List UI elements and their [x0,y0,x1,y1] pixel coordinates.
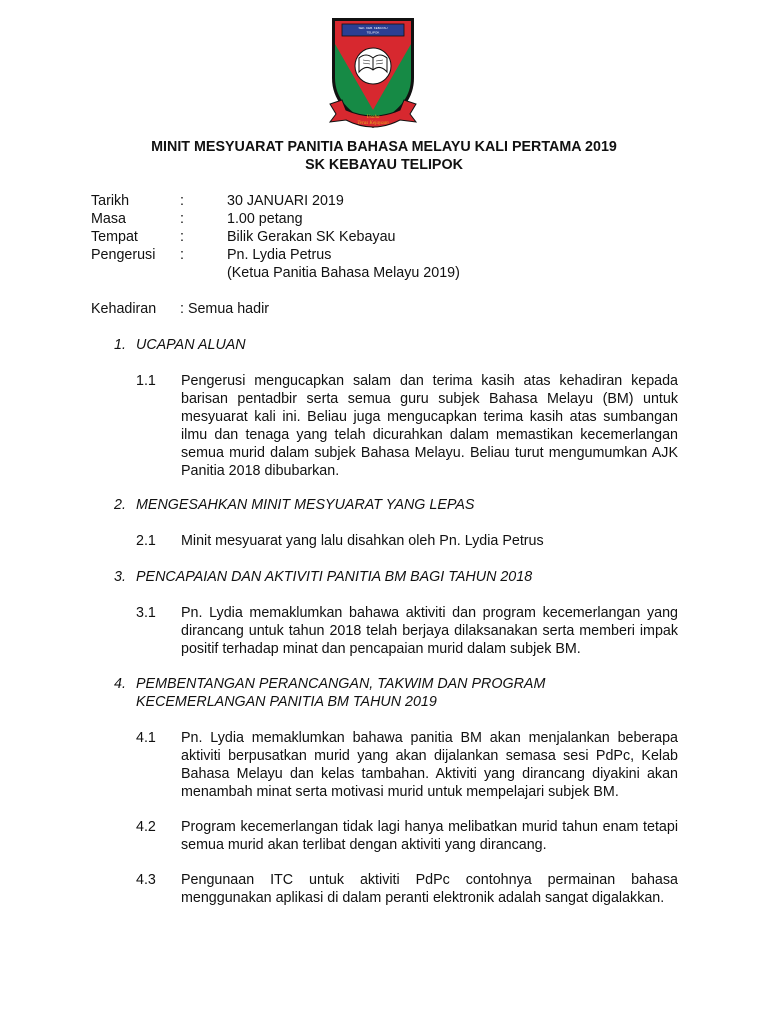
kehadiran-label: Kehadiran [91,301,157,317]
item-text: Pengunaan ITC untuk aktiviti PdPc contohnya permainan bahasa menggunakan aplikasi di dalam peranti elektronik adalah sangat digalakkan. [181,872,678,906]
info-value-masa: 1.00 petang [227,211,303,227]
item-text: Program kecemerlangan tidak lagi hanya melibatkan murid tahun enam tetapi semua murid akan terlibat dengan aktiviti yang dirancang. [181,819,678,853]
section-number: 1. [114,337,126,353]
svg-text:Teras Kejayaan: Teras Kejayaan [357,121,389,126]
section-heading-line2: KECEMERLANGAN PANITIA BM TAHUN 2019 [136,694,437,710]
section-number: 3. [114,569,126,585]
item-number: 2.1 [136,533,156,549]
info-colon: : [180,193,184,209]
section-number: 2. [114,497,126,513]
item-number: 4.2 [136,819,156,835]
item-number: 4.3 [136,872,156,888]
svg-text:Usaha: Usaha [366,115,380,120]
info-value-pengerusi: Pn. Lydia Petrus [227,247,332,263]
info-colon: : [180,229,184,245]
info-label-tarikh: Tarikh [91,193,130,209]
item-number: 4.1 [136,730,156,746]
info-label-pengerusi: Pengerusi [91,247,156,263]
item-number: 3.1 [136,605,156,621]
item-text: Pn. Lydia memaklumkan bahawa aktiviti dan program kecemerlangan yang dirancang untuk tahun 2018 telah berjaya dilaksanakan serta memberi impak positif terhadap minat dan pencapaian murid dalam subjek BM. [181,605,678,657]
section-heading: PENCAPAIAN DAN AKTIVITI PANITIA BM BAGI TAHUN 2018 [136,569,533,585]
item-number: 1.1 [136,373,156,389]
info-label-masa: Masa [91,211,126,227]
school-crest-logo [328,14,418,132]
document-subtitle: SK KEBAYAU TELIPOK [305,157,463,173]
info-value-pengerusi-role: (Ketua Panitia Bahasa Melayu 2019) [227,265,460,281]
svg-text:TELIPOK: TELIPOK [366,30,380,35]
section-heading: PEMBENTANGAN PERANCANGAN, TAKWIM DAN PROGRAM [136,676,546,692]
item-text: Pengerusi mengucapkan salam dan terima kasih atas kehadiran kepada barisan pentadbir serta semua guru subjek Bahasa Melayu (BM) untuk mesyuarat kali ini. Beliau juga mengucapkan terima kasih atas sumbangan ilmu dan tenaga yang telah dicurahkan dalam memastikan kecemerlangan semua murid dalam subjek Bahasa Melayu. Beliau turut mengumumkan AJK Panitia 2018 dibubarkan. [181,373,678,479]
info-value-tempat: Bilik Gerakan SK Kebayau [227,229,396,245]
document-title: MINIT MESYUARAT PANITIA BAHASA MELAYU KALI PERTAMA 2019 [151,139,617,155]
section-number: 4. [114,676,126,692]
item-text: Minit mesyuarat yang lalu disahkan oleh Pn. Lydia Petrus [181,533,544,549]
info-value-tarikh: 30 JANUARI 2019 [227,193,344,209]
item-text: Pn. Lydia memaklumkan bahawa panitia BM akan menjalankan beberapa aktiviti berpusatkan murid yang akan dijalankan semasa sesi PdPc, Kelab Bahasa Melayu dan kelas tambahan. Aktiviti yang dirancang diyakini akan menambah minat serta motivasi murid untuk mempelajari subjek BM. [181,730,678,800]
info-colon: : [180,211,184,227]
section-heading: UCAPAN ALUAN [136,337,246,353]
info-colon: : [180,247,184,263]
info-label-tempat: Tempat [91,229,138,245]
kehadiran-value: : Semua hadir [180,301,270,317]
section-heading: MENGESAHKAN MINIT MESYUARAT YANG LEPAS [136,497,475,513]
svg-text:SEK. KEB. KEBAYAU: SEK. KEB. KEBAYAU [358,26,388,30]
